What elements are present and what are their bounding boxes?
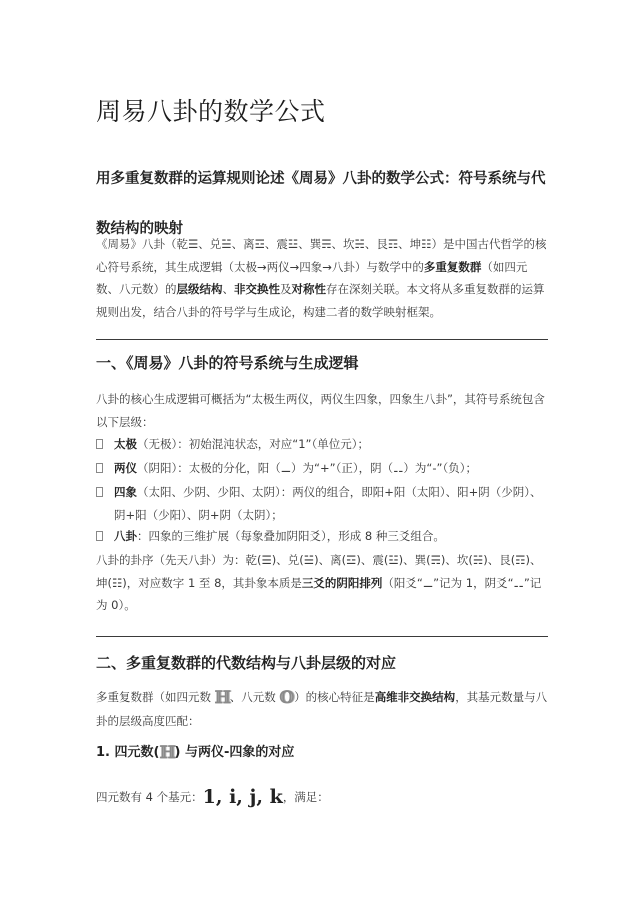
bullet-box-icon [96, 463, 103, 473]
bullet-box-icon [96, 531, 103, 541]
quaternion-symbol: ℍ [159, 743, 175, 763]
bullet-box-icon [96, 487, 103, 497]
section2-paragraph: 多重复数群（如四元数 ℍ、八元数 𝕆）的核心特征是高维非交换结构，其基元数量与八卦的层级高度匹配： [96, 688, 548, 728]
page-title: 周易八卦的数学公式 [96, 97, 326, 126]
list-item: 四象（太阳、少阴、少阳、太阴）：两仪的组合，即阳+阳（太阳）、阳+阴（少阴）、阴+阳（少阳）、阴+阴（太阴）； [96, 481, 548, 526]
divider [96, 636, 548, 637]
basis-elements: 1, i, j, k [202, 786, 283, 808]
subtitle: 用多重复数群的运算规则论述《周易》八卦的数学公式：符号系统与代数结构的映射 [96, 171, 546, 237]
octonion-symbol: 𝕆 [279, 688, 295, 708]
list-item: 八卦：四象的三维扩展（每象叠加阴阳爻），形成 8 种三爻组合。 [96, 525, 548, 548]
section1-lead: 八卦的核心生成逻辑可概括为“太极生两仪，两仪生四象，四象生八卦”，其符号系统包含以下层级： [96, 392, 545, 429]
list-item: 太极（无极）：初始混沌状态，对应“1”（单位元）； [96, 433, 548, 456]
quaternion-symbol: ℍ [214, 688, 230, 708]
trigram-sequence-paragraph: 八卦的卦序（先天八卦）为：乾(☰)、兑(☱)、离(☲)、震(☳)、巽(☴)、坎(☵)、艮(☶)、坤(☷)，对应数字 1 至 8，其卦象本质是三爻的阴阳排列（阳爻“⚊”记为 1，阴爻“⚋”记为 0）。 [96, 553, 542, 612]
intro-paragraph: 《周易》八卦（乾☰、兑☱、离☲、震☳、巽☴、坎☵、艮☶、坤☷）是中国古代哲学的核心符号系统，其生成逻辑（太极→两仪→四象→八卦）与数学中的多重复数群（如四元数、八元数）的层级结构、非交换性及对称性存在深刻关联。本文将从多重复数群的运算规则出发，结合八卦的符号学与生成论，构建二者的数学映射框架。 [96, 237, 547, 319]
section2-heading: 二、多重复数群的代数结构与八卦层级的对应 [96, 654, 397, 672]
subsection-heading: 1. 四元数(ℍ) 与两仪-四象的对应 [96, 743, 295, 763]
list-item: 两仪（阴阳）：太极的分化，阳（⚊）为“+”（正），阴（⚋）为“-”（负）； [96, 457, 548, 480]
divider [96, 339, 548, 340]
section1-heading: 一、《周易》八卦的符号系统与生成逻辑 [96, 354, 359, 372]
bullet-box-icon [96, 439, 103, 449]
basis-paragraph: 四元数有 4 个基元：1, i, j, k，满足： [96, 786, 329, 808]
